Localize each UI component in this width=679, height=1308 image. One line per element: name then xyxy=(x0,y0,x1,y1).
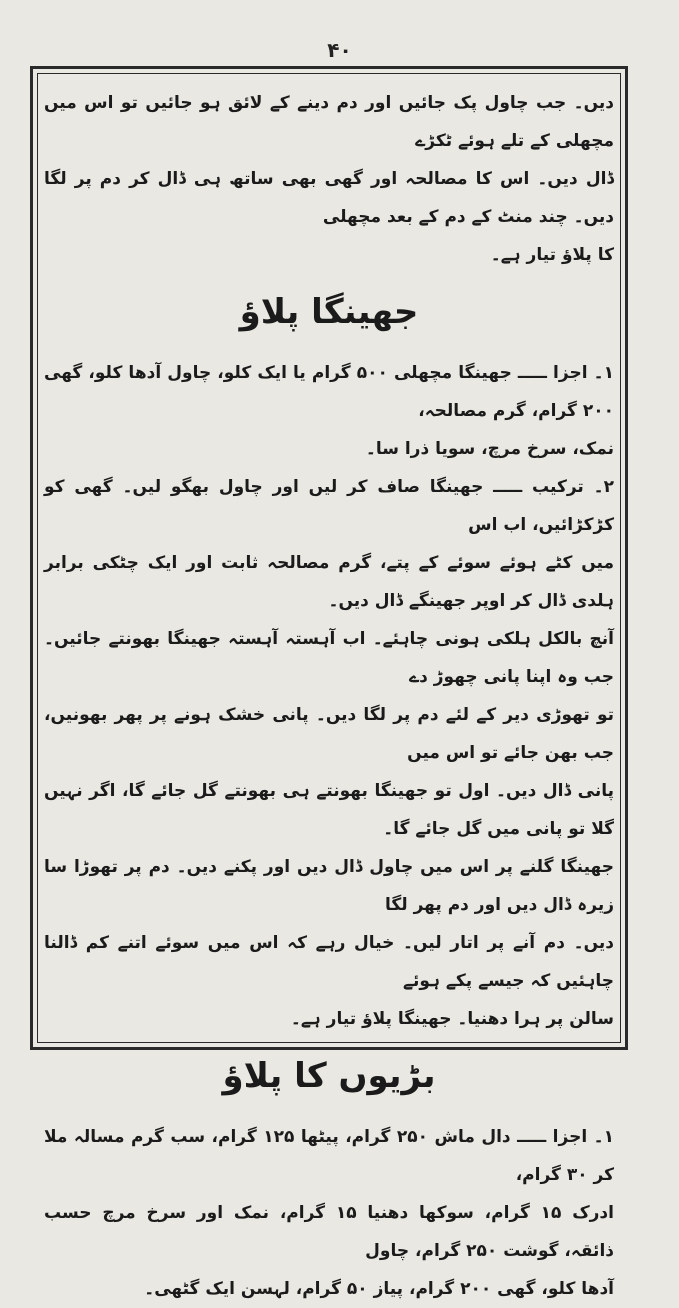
section-heading-bariyon-pulao: بڑیوں کا پلاؤ xyxy=(222,1056,436,1096)
body-line: جھینگا گلنے پر اس میں چاول ڈال دیں اور پکنے دیں۔ دم پر تھوڑا سا زیرہ ڈال دیں اور دم پھر لگا xyxy=(44,857,614,915)
body-line: نمک، سرخ مرچ، سویا ذرا سا۔ xyxy=(365,439,614,459)
body-line: ۱۔ اجزا ـــــ جھینگا مچھلی ۵۰۰ گرام یا ایک کلو، چاول آدھا کلو، گھی ۲۰۰ گرام، گرم مصالحہ، xyxy=(44,363,614,421)
body-line: پانی ڈال دیں۔ اول تو جھینگا بھونتے ہی بھونتے گل جائے گا، اگر نہیں گلا تو پانی میں گل جائے گا۔ xyxy=(44,781,614,839)
body-line: آنچ بالکل ہلکی ہونی چاہئے۔ اب آہستہ آہستہ جھینگا بھونتے جائیں۔ جب وہ اپنا پانی چھوڑ دے xyxy=(44,629,614,687)
intro-line: ڈال دیں۔ اس کا مصالحہ اور گھی بھی ساتھ ہی ڈال کر دم پر لگا دیں۔ چند منٹ کے دم کے بعد مچھلی xyxy=(44,169,614,227)
section-jhinga-pulao-body xyxy=(44,354,614,1038)
page-number: ۴۰ xyxy=(327,38,352,62)
intro-paragraph xyxy=(44,84,614,274)
body-line: ادرک ۱۵ گرام، سوکھا دھنیا ۱۵ گرام، نمک اور سرخ مرچ حسب ذائقہ، گوشت ۲۵۰ گرام، چاول xyxy=(44,1203,614,1261)
intro-line: دیں۔ جب چاول پک جائیں اور دم دینے کے لائق ہو جائیں تو اس میں مچھلی کے تلے ہوئے ٹکڑے xyxy=(44,93,614,151)
body-line: ۲۔ ترکیب ـــــ جھینگا صاف کر لیں اور چاول بھگو لیں۔ گھی کو کڑکڑائیں، اب اس xyxy=(44,477,614,535)
page-content xyxy=(44,84,614,1308)
section-heading-jhinga-pulao: جھینگا پلاؤ xyxy=(239,292,419,332)
intro-line: کا پلاؤ تیار ہے۔ xyxy=(490,245,614,265)
body-line: ۱۔ اجزا ـــــ دال ماش ۲۵۰ گرام، پیٹھا ۱۲۵ گرام، سب گرم مسالہ ملا کر ۳۰ گرام، xyxy=(44,1127,614,1185)
body-line: دیں۔ دم آنے پر اتار لیں۔ خیال رہے کہ اس میں سوئے اتنے کم ڈالنا چاہئیں کہ جیسے پکے ہوئے xyxy=(44,933,614,991)
body-line: سالن پر ہرا دھنیا۔ جھینگا پلاؤ تیار ہے۔ xyxy=(290,1009,614,1029)
body-line: آدھا کلو، گھی ۲۰۰ گرام، پیاز ۵۰ گرام، لہسن ایک گٹھی۔ xyxy=(144,1279,614,1299)
body-line: میں کٹے ہوئے سوئے کے پتے، گرم مصالحہ ثابت اور ایک چٹکی برابر ہلدی ڈال کر اوپر جھینگے ڈال دیں۔ xyxy=(44,553,614,611)
body-line: تو تھوڑی دیر کے لئے دم پر لگا دیں۔ پانی خشک ہونے پر پھر بھونیں، جب بھن جائے تو اس میں xyxy=(44,705,614,763)
section-bariyon-pulao-body xyxy=(44,1118,614,1308)
